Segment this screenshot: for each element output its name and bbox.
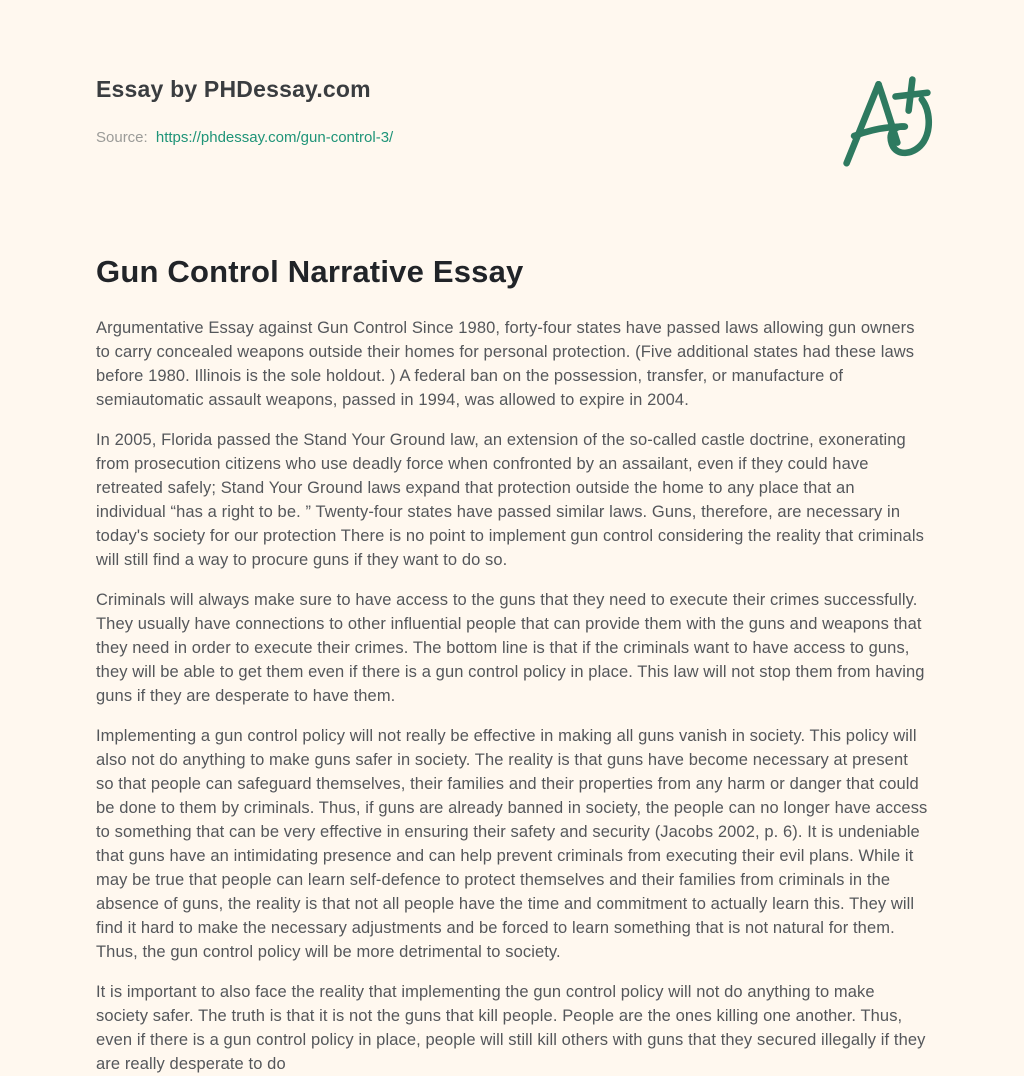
aplus-logo-icon xyxy=(840,70,934,170)
essay-paragraph-1: Argumentative Essay against Gun Control Since 1980, forty-four states have passed laws allowing gun owners to carry concealed weapons outside their homes for personal protection. (Five additional states had these laws before 1980. Illinois is the sole holdout. ) A federal ban on the possession, transfer, or manufacture of semiautomatic assault weapons, passed in 1994, was allowed to expire in 2004. xyxy=(96,319,915,409)
essay-paragraph-3: Criminals will always make sure to have access to the guns that they need to execute their crimes successfully. They usually have connections to other influential people that can provide them with the guns and weapons that they need in order to execute their crimes. The bottom line is that if the criminals want to have access to guns, they will be able to get them even if there is a gun control policy in place. This law will not stop them from having guns if they are desperate to have them. xyxy=(96,591,925,705)
essay-paragraph-4: Implementing a gun control policy will not really be effective in making all guns vanish in society. This policy will also not do anything to make guns safer in society. The reality is that guns have become necessary at present so that people can safeguard themselves, their families and their properties from any harm or danger that could be done to them by criminals. Thus, if guns are already banned in society, the people can no longer have access to something that can be very effective in ensuring their safety and security (Jacobs 2002, p. 6). It is undeniable that guns have an intimidating presence and can help prevent criminals from executing their evil plans. While it may be true that people can learn self-defence to protect themselves and their families from criminals in the absence of guns, the reality is that not all people have the time and commitment to actually learn this. They will find it hard to make the necessary adjustments and be forced to learn something that is not natural for them. Thus, the gun control policy will be more detrimental to society. xyxy=(96,727,928,961)
source-label: Source: xyxy=(96,129,148,146)
site-title: Essay by PHDessay.com xyxy=(96,76,371,102)
page-header xyxy=(96,76,928,170)
essay-paragraph-5: It is important to also face the reality that implementing the gun control policy will not do anything to make society safer. The truth is that it is not the guns that kill people. People are the ones killing one another. Thus, even if there is a gun control policy in place, people will still kill others with guns that they secured illegally if they are really desperate to do xyxy=(96,983,926,1073)
header-text-block xyxy=(96,76,393,146)
essay-paragraph-2: In 2005, Florida passed the Stand Your Ground law, an extension of the so-called castle doctrine, exonerating from prosecution citizens who use deadly force when confronted by an assailant, even if they could have retreated safely; Stand Your Ground laws expand that protection outside the home to any place that an individual “has a right to be. ” Twenty-four states have passed similar laws. Guns, therefore, are necessary in today's society for our protection There is no point to implement gun control considering the reality that criminals will still find a way to procure guns if they want to do so. xyxy=(96,431,924,569)
essay-body xyxy=(96,316,928,1076)
source-link[interactable]: https://phdessay.com/gun-control-3/ xyxy=(155,129,394,146)
source-line xyxy=(96,129,393,146)
essay-title: Gun Control Narrative Essay xyxy=(96,254,524,289)
